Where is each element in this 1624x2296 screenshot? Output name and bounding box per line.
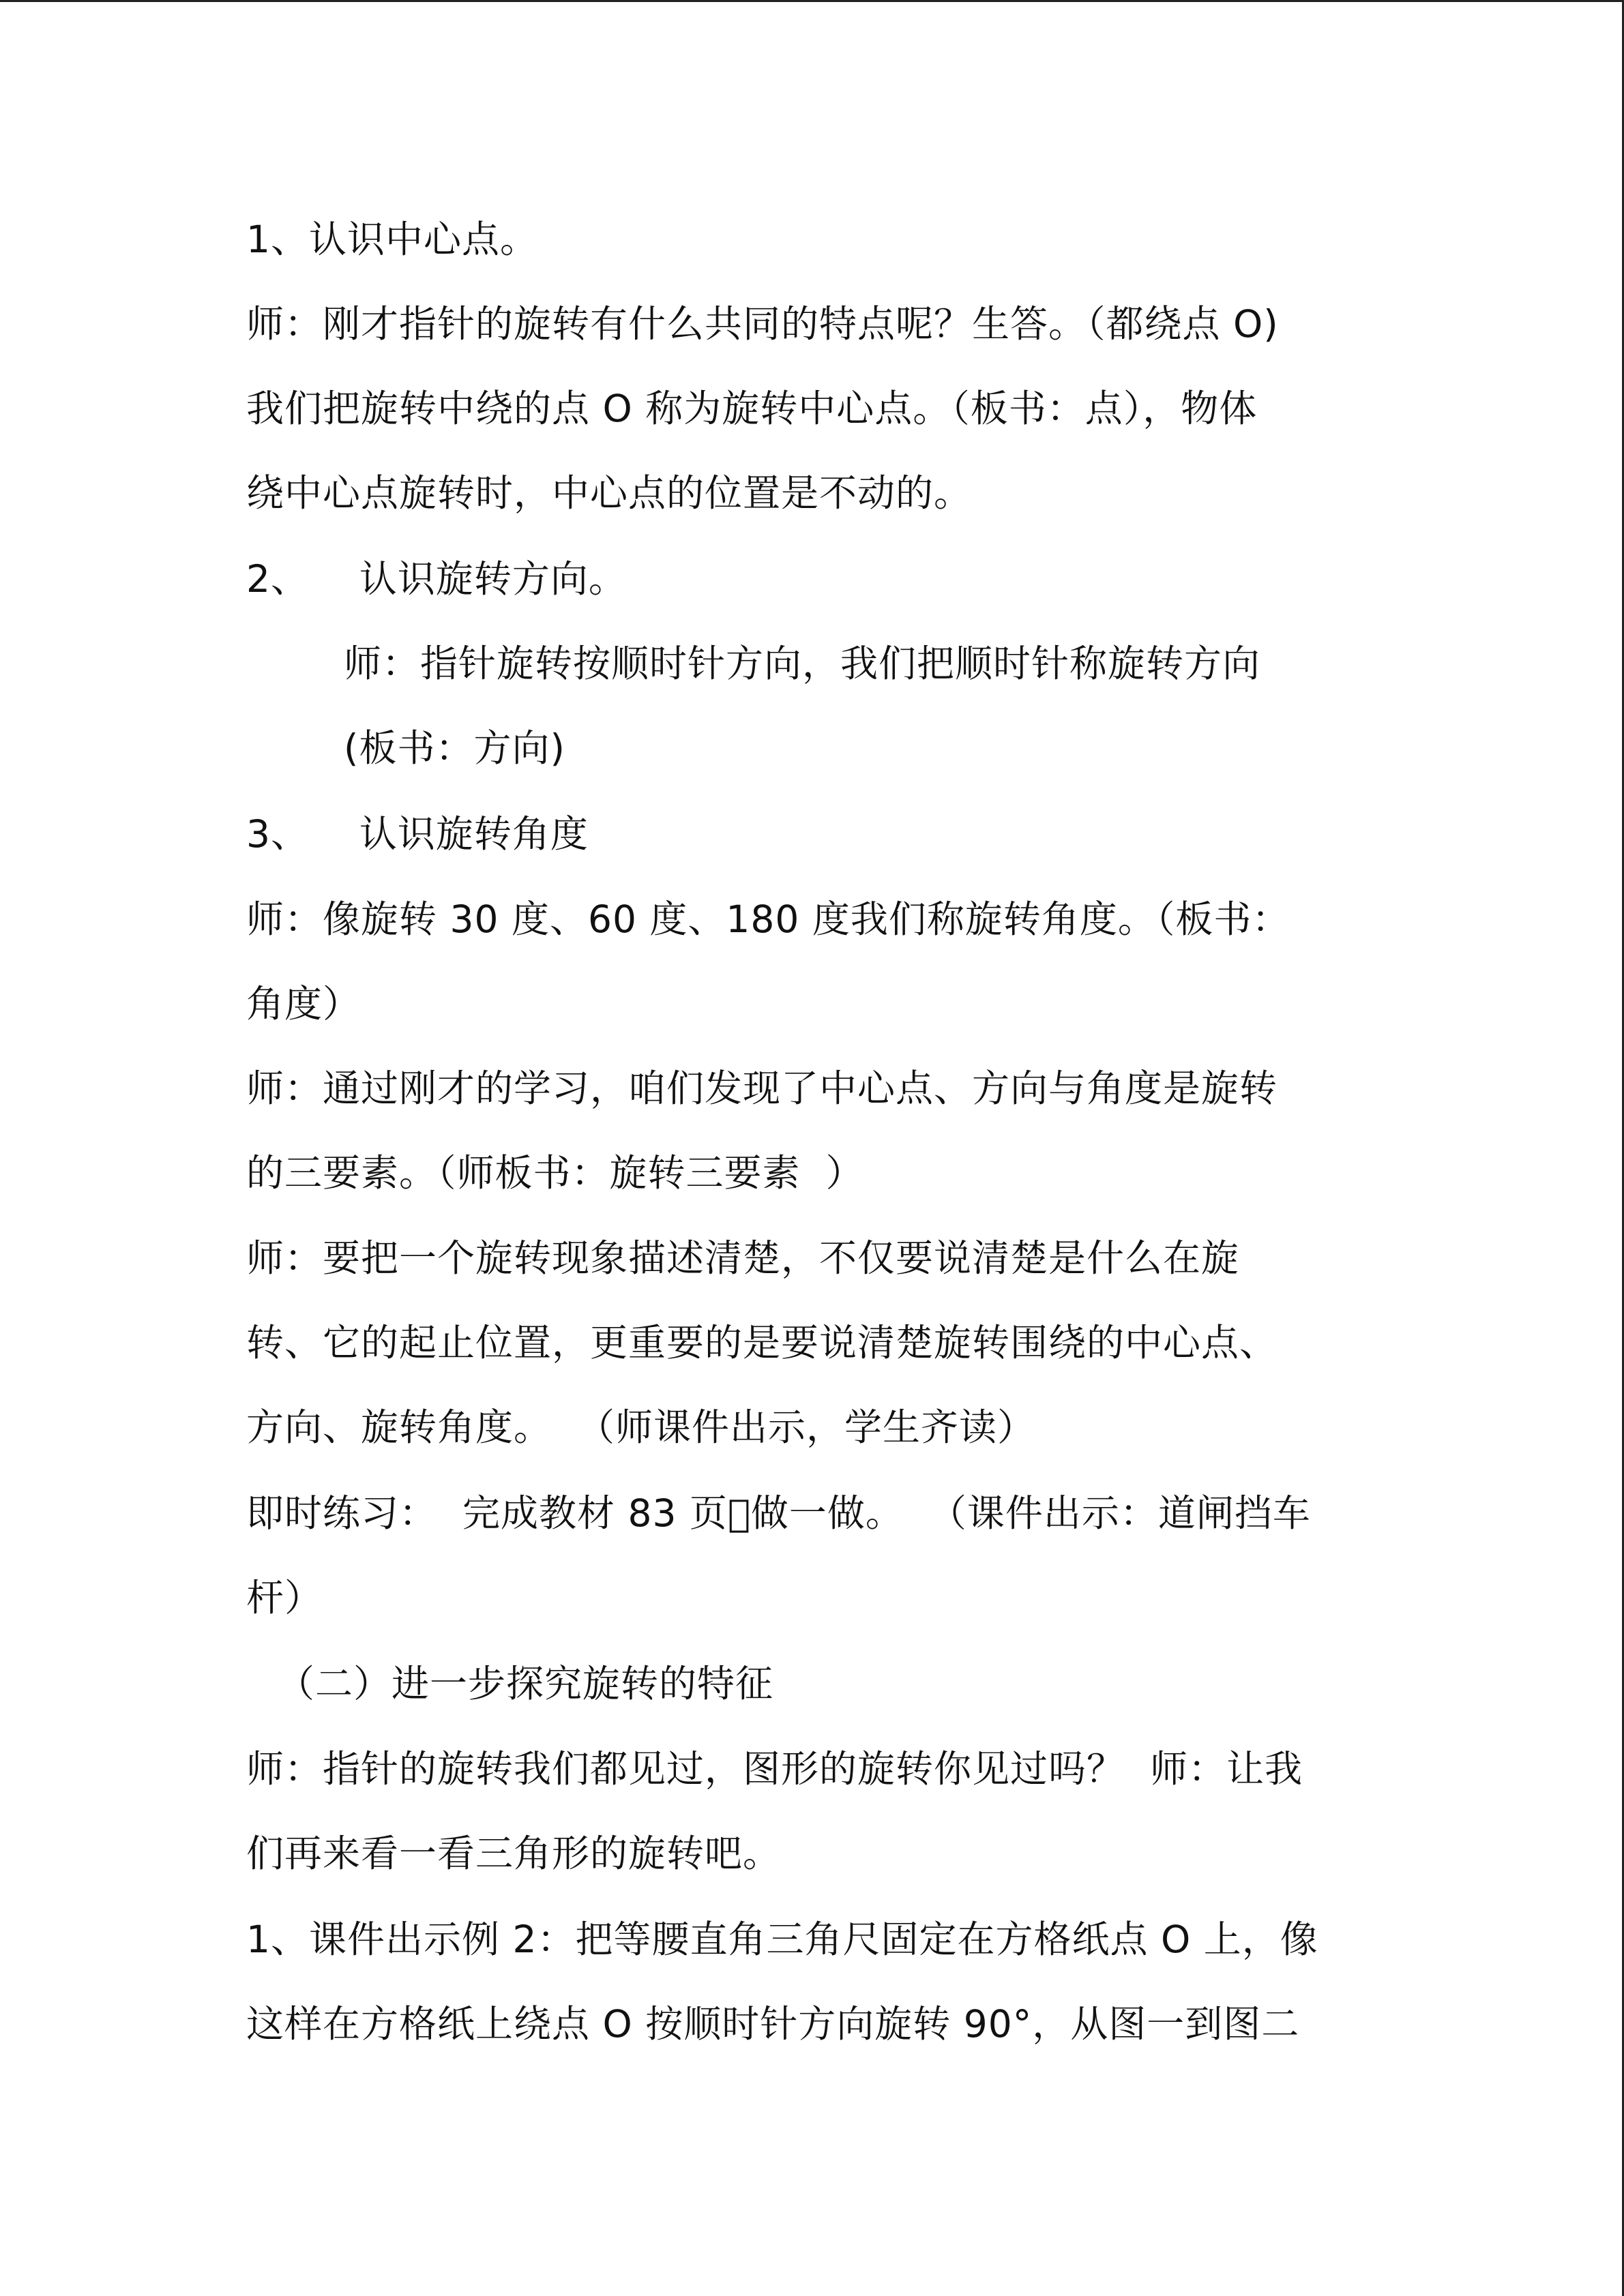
subsection-heading: （二）进一步探究旋转的特征 <box>277 1662 774 1705</box>
paragraph-line: 们再来看一看三角形的旋转吧。 <box>246 1832 782 1875</box>
exercise-line: 即时练习： 完成教材 83 页􀀀做一做。 （课件出示：道闸挡车 <box>246 1491 1311 1535</box>
paragraph-line-indented: (板书：方向) <box>344 726 565 770</box>
section-heading-angle: 3、 认识旋转角度 <box>246 812 589 856</box>
paragraph-line: 角度） <box>246 982 361 1026</box>
paragraph-line: 的三要素。（师板书：旋转三要素 ） <box>246 1151 864 1195</box>
paragraph-line: 转、它的起止位置，更重要的是要说清楚旋转围绕的中心点、 <box>246 1321 1278 1365</box>
paragraph-line: 师：像旋转 30 度、60 度、180 度我们称旋转角度。（板书： <box>246 897 1290 941</box>
section-heading-direction: 2、 认识旋转方向。 <box>246 557 627 601</box>
paragraph-line: 1、课件出示例 2：把等腰直角三角尺固定在方格纸点 O 上，像 <box>246 1918 1318 1961</box>
paragraph-line-indented: 师：指针旋转按顺时针方向，我们把顺时针称旋转方向 <box>344 642 1261 685</box>
paragraph-line: 绕中心点旋转时，中心点的位置是不动的。 <box>246 471 973 515</box>
paragraph-line: 师：指针的旋转我们都见过，图形的旋转你见过吗？ 师：让我 <box>246 1747 1303 1791</box>
paragraph-line: 我们把旋转中绕的点 O 称为旋转中心点。（板书：点），物体 <box>246 387 1258 430</box>
section-heading-center-point: 1、认识中心点。 <box>246 218 538 261</box>
paragraph-line: 师：刚才指针的旋转有什么共同的特点呢？生答。（都绕点 O) <box>246 302 1279 346</box>
paragraph-line: 方向、旋转角度。 （师课件出示，学生齐读） <box>246 1405 1035 1449</box>
paragraph-line: 师：要把一个旋转现象描述清楚，不仅要说清楚是什么在旋 <box>246 1236 1240 1280</box>
paragraph-line: 这样在方格纸上绕点 O 按顺时针方向旋转 90°，从图一到图二 <box>246 2002 1300 2046</box>
paragraph-line: 师：通过刚才的学习，咱们发现了中心点、方向与角度是旋转 <box>246 1067 1278 1110</box>
paragraph-line: 杆） <box>246 1576 323 1620</box>
